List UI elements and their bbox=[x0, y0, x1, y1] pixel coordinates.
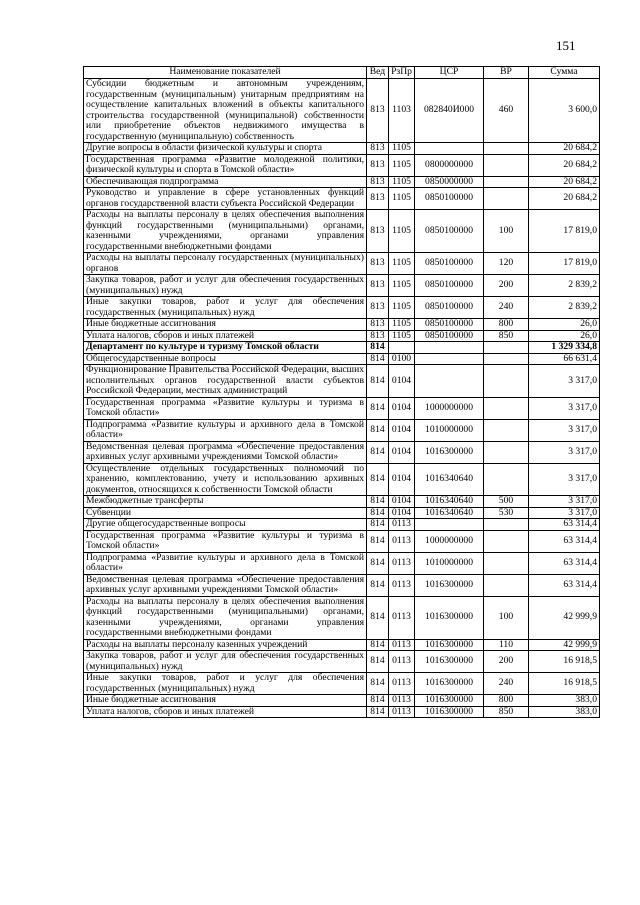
table-header-row bbox=[84, 67, 600, 79]
row-vr: 800 bbox=[484, 695, 529, 707]
table-row bbox=[84, 651, 600, 673]
row-rzpr: 0104 bbox=[389, 419, 415, 441]
row-csr: 0850000000 bbox=[415, 176, 484, 188]
row-sum: 3 317,0 bbox=[529, 365, 600, 398]
row-ved: 813 bbox=[367, 188, 389, 210]
page-number: 151 bbox=[556, 38, 576, 53]
row-name: Обеспечивающая подпрограмма bbox=[84, 176, 367, 188]
row-rzpr: 1105 bbox=[389, 330, 415, 342]
row-vr: 850 bbox=[484, 330, 529, 342]
row-ved: 814 bbox=[367, 496, 389, 508]
row-rzpr: 1105 bbox=[389, 176, 415, 188]
row-csr: 0850100000 bbox=[415, 210, 484, 253]
row-name: Другие общегосударственные вопросы bbox=[84, 519, 367, 531]
row-name: Расходы на выплаты персоналу в целях обеспечения выполнения функций государственными (муниципальными) органами, казенными учреждениями, органами управления государственными внебюджетными фондами bbox=[84, 210, 367, 253]
row-rzpr: 0113 bbox=[389, 651, 415, 673]
row-ved: 814 bbox=[367, 596, 389, 639]
table-row bbox=[84, 275, 600, 297]
table-row bbox=[84, 507, 600, 519]
row-sum: 3 317,0 bbox=[529, 397, 600, 419]
row-rzpr: 0104 bbox=[389, 463, 415, 496]
row-rzpr: 0113 bbox=[389, 596, 415, 639]
row-rzpr: 0113 bbox=[389, 673, 415, 695]
row-name: Иные закупки товаров, работ и услуг для обеспечения государственных (муниципальных) нужд bbox=[84, 297, 367, 319]
row-vr bbox=[484, 552, 529, 574]
row-vr bbox=[484, 188, 529, 210]
row-vr bbox=[484, 397, 529, 419]
row-name: Межбюджетные трансферты bbox=[84, 496, 367, 508]
row-csr bbox=[415, 353, 484, 365]
row-csr: 1016300000 bbox=[415, 695, 484, 707]
row-ved: 814 bbox=[367, 365, 389, 398]
row-rzpr: 0113 bbox=[389, 695, 415, 707]
row-name: Осуществление отдельных государственных полномочий по хранению, комплектованию, учету и использованию архивных документов, относящихся к собственности Томской области bbox=[84, 463, 367, 496]
row-vr bbox=[484, 419, 529, 441]
row-csr: 1016300000 bbox=[415, 574, 484, 596]
row-ved: 814 bbox=[367, 706, 389, 718]
table-row bbox=[84, 330, 600, 342]
row-ved: 814 bbox=[367, 342, 389, 354]
header-rzpr: РзПр bbox=[389, 67, 415, 79]
row-ved: 814 bbox=[367, 507, 389, 519]
row-name: Субсидии бюджетным и автономным учреждениям, государственным (муниципальным) унитарным предприятиям на осуществление капитальных вложений в объекты капитального строительства государственной (муниципальной) собственности или приобретение объектов недвижимого имущества в государственную (муниципальную) собственность bbox=[84, 79, 367, 143]
row-sum: 26,0 bbox=[529, 330, 600, 342]
row-csr: 1010000000 bbox=[415, 419, 484, 441]
row-name: Ведомственная целевая программа «Обеспечение предоставления архивных услуг архивными учреждениями Томской области» bbox=[84, 574, 367, 596]
row-vr: 850 bbox=[484, 706, 529, 718]
row-name: Ведомственная целевая программа «Обеспечение предоставления архивных услуг архивными учреждениями Томской области» bbox=[84, 441, 367, 463]
table-row bbox=[84, 210, 600, 253]
budget-table bbox=[83, 66, 600, 718]
row-ved: 813 bbox=[367, 319, 389, 331]
row-csr: 0850100000 bbox=[415, 188, 484, 210]
row-sum: 42 999,9 bbox=[529, 596, 600, 639]
row-name: Государственная программа «Развитие культуры и туризма в Томской области» bbox=[84, 530, 367, 552]
row-rzpr: 0113 bbox=[389, 706, 415, 718]
row-vr: 200 bbox=[484, 651, 529, 673]
row-name: Субвенции bbox=[84, 507, 367, 519]
table-row bbox=[84, 297, 600, 319]
header-ved: Вед bbox=[367, 67, 389, 79]
row-vr: 120 bbox=[484, 253, 529, 275]
row-name: Расходы на выплаты персоналу в целях обеспечения выполнения функций государственными (муниципальными) органами, казенными учреждениями, органами управления государственными внебюджетными фондами bbox=[84, 596, 367, 639]
row-name: Подпрограмма «Развитие культуры и архивного дела в Томской области» bbox=[84, 419, 367, 441]
header-sum: Сумма bbox=[529, 67, 600, 79]
row-sum: 3 317,0 bbox=[529, 463, 600, 496]
row-csr: 0850100000 bbox=[415, 319, 484, 331]
row-sum: 20 684,2 bbox=[529, 154, 600, 176]
row-rzpr: 0113 bbox=[389, 574, 415, 596]
header-name: Наименование показателей bbox=[84, 67, 367, 79]
row-rzpr: 1105 bbox=[389, 275, 415, 297]
row-ved: 814 bbox=[367, 463, 389, 496]
row-name: Общегосударственные вопросы bbox=[84, 353, 367, 365]
row-rzpr: 0100 bbox=[389, 353, 415, 365]
row-ved: 814 bbox=[367, 651, 389, 673]
table-row bbox=[84, 441, 600, 463]
row-ved: 813 bbox=[367, 143, 389, 155]
table-row bbox=[84, 253, 600, 275]
row-sum: 20 684,2 bbox=[529, 188, 600, 210]
row-sum: 3 317,0 bbox=[529, 441, 600, 463]
row-ved: 813 bbox=[367, 210, 389, 253]
row-vr bbox=[484, 574, 529, 596]
row-ved: 814 bbox=[367, 574, 389, 596]
row-csr: 0800000000 bbox=[415, 154, 484, 176]
header-vr: ВР bbox=[484, 67, 529, 79]
row-ved: 814 bbox=[367, 419, 389, 441]
row-ved: 813 bbox=[367, 154, 389, 176]
row-csr: 1016340640 bbox=[415, 463, 484, 496]
table-row bbox=[84, 353, 600, 365]
row-vr: 240 bbox=[484, 297, 529, 319]
row-name: Подпрограмма «Развитие культуры и архивного дела в Томской области» bbox=[84, 552, 367, 574]
row-sum: 3 317,0 bbox=[529, 507, 600, 519]
row-name: Другие вопросы в области физической культуры и спорта bbox=[84, 143, 367, 155]
row-vr bbox=[484, 441, 529, 463]
row-name: Уплата налогов, сборов и иных платежей bbox=[84, 706, 367, 718]
row-sum: 3 317,0 bbox=[529, 419, 600, 441]
row-sum: 63 314,4 bbox=[529, 530, 600, 552]
row-name: Функционирование Правительства Российской Федерации, высших исполнительных органов государственной власти субъектов Российской Федерации, местных администраций bbox=[84, 365, 367, 398]
row-rzpr: 1105 bbox=[389, 319, 415, 331]
row-vr bbox=[484, 463, 529, 496]
row-rzpr: 1105 bbox=[389, 188, 415, 210]
row-ved: 813 bbox=[367, 330, 389, 342]
row-vr: 530 bbox=[484, 507, 529, 519]
row-sum: 20 684,2 bbox=[529, 143, 600, 155]
table-row bbox=[84, 188, 600, 210]
row-csr: 1016340640 bbox=[415, 507, 484, 519]
table-row bbox=[84, 552, 600, 574]
row-csr: 1000000000 bbox=[415, 530, 484, 552]
table-row bbox=[84, 496, 600, 508]
row-vr bbox=[484, 519, 529, 531]
row-ved: 814 bbox=[367, 441, 389, 463]
row-vr bbox=[484, 176, 529, 188]
row-name: Иные бюджетные ассигнования bbox=[84, 319, 367, 331]
table-row bbox=[84, 79, 600, 143]
row-sum: 17 819,0 bbox=[529, 253, 600, 275]
header-csr: ЦСР bbox=[415, 67, 484, 79]
row-rzpr: 1105 bbox=[389, 143, 415, 155]
row-name: Государственная программа «Развитие молодежной политики, физической культуры и спорта в Томской области» bbox=[84, 154, 367, 176]
row-rzpr: 0104 bbox=[389, 507, 415, 519]
table-row bbox=[84, 154, 600, 176]
table-row bbox=[84, 596, 600, 639]
row-ved: 813 bbox=[367, 275, 389, 297]
row-sum: 16 918,5 bbox=[529, 673, 600, 695]
row-vr bbox=[484, 143, 529, 155]
row-vr: 100 bbox=[484, 596, 529, 639]
table-body bbox=[84, 79, 600, 718]
row-sum: 383,0 bbox=[529, 695, 600, 707]
row-sum: 20 684,2 bbox=[529, 176, 600, 188]
table-row bbox=[84, 574, 600, 596]
table-row bbox=[84, 342, 600, 354]
row-sum: 2 839,2 bbox=[529, 275, 600, 297]
row-csr: 1016300000 bbox=[415, 639, 484, 651]
row-rzpr: 0113 bbox=[389, 530, 415, 552]
row-csr: 1016300000 bbox=[415, 651, 484, 673]
table-row bbox=[84, 463, 600, 496]
row-ved: 814 bbox=[367, 397, 389, 419]
table-row bbox=[84, 319, 600, 331]
row-rzpr: 0104 bbox=[389, 441, 415, 463]
row-csr: 082840И000 bbox=[415, 79, 484, 143]
row-vr bbox=[484, 530, 529, 552]
row-sum: 383,0 bbox=[529, 706, 600, 718]
row-rzpr: 0113 bbox=[389, 639, 415, 651]
row-sum: 42 999,9 bbox=[529, 639, 600, 651]
row-csr: 0850100000 bbox=[415, 253, 484, 275]
row-rzpr: 1103 bbox=[389, 79, 415, 143]
table-row bbox=[84, 143, 600, 155]
row-ved: 813 bbox=[367, 297, 389, 319]
row-vr bbox=[484, 154, 529, 176]
row-sum: 2 839,2 bbox=[529, 297, 600, 319]
row-ved: 814 bbox=[367, 673, 389, 695]
row-name: Закупка товаров, работ и услуг для обеспечения государственных (муниципальных) нужд bbox=[84, 275, 367, 297]
row-ved: 813 bbox=[367, 79, 389, 143]
table-row bbox=[84, 419, 600, 441]
table-row bbox=[84, 176, 600, 188]
row-vr: 460 bbox=[484, 79, 529, 143]
table-row bbox=[84, 519, 600, 531]
row-sum: 3 600,0 bbox=[529, 79, 600, 143]
row-sum: 16 918,5 bbox=[529, 651, 600, 673]
row-vr: 800 bbox=[484, 319, 529, 331]
row-ved: 814 bbox=[367, 530, 389, 552]
row-sum: 63 314,4 bbox=[529, 519, 600, 531]
row-vr: 100 bbox=[484, 210, 529, 253]
row-sum: 1 329 334,8 bbox=[529, 342, 600, 354]
row-csr bbox=[415, 342, 484, 354]
row-sum: 66 631,4 bbox=[529, 353, 600, 365]
table-row bbox=[84, 397, 600, 419]
row-vr: 240 bbox=[484, 673, 529, 695]
row-csr: 1016300000 bbox=[415, 673, 484, 695]
row-ved: 814 bbox=[367, 695, 389, 707]
row-csr: 1010000000 bbox=[415, 552, 484, 574]
row-vr: 500 bbox=[484, 496, 529, 508]
row-name: Закупка товаров, работ и услуг для обеспечения государственных (муниципальных) нужд bbox=[84, 651, 367, 673]
row-vr: 200 bbox=[484, 275, 529, 297]
row-sum: 3 317,0 bbox=[529, 496, 600, 508]
row-ved: 814 bbox=[367, 519, 389, 531]
row-ved: 813 bbox=[367, 176, 389, 188]
row-sum: 63 314,4 bbox=[529, 552, 600, 574]
row-csr: 0850100000 bbox=[415, 297, 484, 319]
row-rzpr bbox=[389, 342, 415, 354]
row-csr bbox=[415, 365, 484, 398]
table-row bbox=[84, 706, 600, 718]
row-name: Расходы на выплаты персоналу государственных (муниципальных) органов bbox=[84, 253, 367, 275]
row-sum: 26,0 bbox=[529, 319, 600, 331]
table-row bbox=[84, 695, 600, 707]
row-csr: 0850100000 bbox=[415, 330, 484, 342]
row-rzpr: 0104 bbox=[389, 496, 415, 508]
row-name: Иные закупки товаров, работ и услуг для обеспечения государственных (муниципальных) нужд bbox=[84, 673, 367, 695]
row-vr: 110 bbox=[484, 639, 529, 651]
row-vr bbox=[484, 365, 529, 398]
row-ved: 814 bbox=[367, 353, 389, 365]
row-name: Руководство и управление в сфере установленных функций органов государственной власти субъекта Российской Федерации bbox=[84, 188, 367, 210]
row-csr: 1016300000 bbox=[415, 441, 484, 463]
table-row bbox=[84, 639, 600, 651]
row-csr: 1016300000 bbox=[415, 706, 484, 718]
row-name: Уплата налогов, сборов и иных платежей bbox=[84, 330, 367, 342]
table-row bbox=[84, 673, 600, 695]
table-row bbox=[84, 365, 600, 398]
row-rzpr: 1105 bbox=[389, 154, 415, 176]
row-csr: 0850100000 bbox=[415, 275, 484, 297]
row-rzpr: 0104 bbox=[389, 397, 415, 419]
row-ved: 814 bbox=[367, 552, 389, 574]
table-row bbox=[84, 530, 600, 552]
row-name: Государственная программа «Развитие культуры и туризма в Томской области» bbox=[84, 397, 367, 419]
row-name: Департамент по культуре и туризму Томской области bbox=[84, 342, 367, 354]
row-rzpr: 1105 bbox=[389, 253, 415, 275]
row-csr bbox=[415, 519, 484, 531]
row-csr bbox=[415, 143, 484, 155]
row-name: Расходы на выплаты персоналу казенных учреждений bbox=[84, 639, 367, 651]
row-rzpr: 1105 bbox=[389, 210, 415, 253]
row-ved: 813 bbox=[367, 253, 389, 275]
row-csr: 1016300000 bbox=[415, 596, 484, 639]
row-rzpr: 0113 bbox=[389, 552, 415, 574]
row-sum: 17 819,0 bbox=[529, 210, 600, 253]
row-csr: 1000000000 bbox=[415, 397, 484, 419]
row-rzpr: 1105 bbox=[389, 297, 415, 319]
row-vr bbox=[484, 353, 529, 365]
row-ved: 814 bbox=[367, 639, 389, 651]
row-csr: 1016340640 bbox=[415, 496, 484, 508]
row-rzpr: 0113 bbox=[389, 519, 415, 531]
row-sum: 63 314,4 bbox=[529, 574, 600, 596]
row-name: Иные бюджетные ассигнования bbox=[84, 695, 367, 707]
row-vr bbox=[484, 342, 529, 354]
row-rzpr: 0104 bbox=[389, 365, 415, 398]
